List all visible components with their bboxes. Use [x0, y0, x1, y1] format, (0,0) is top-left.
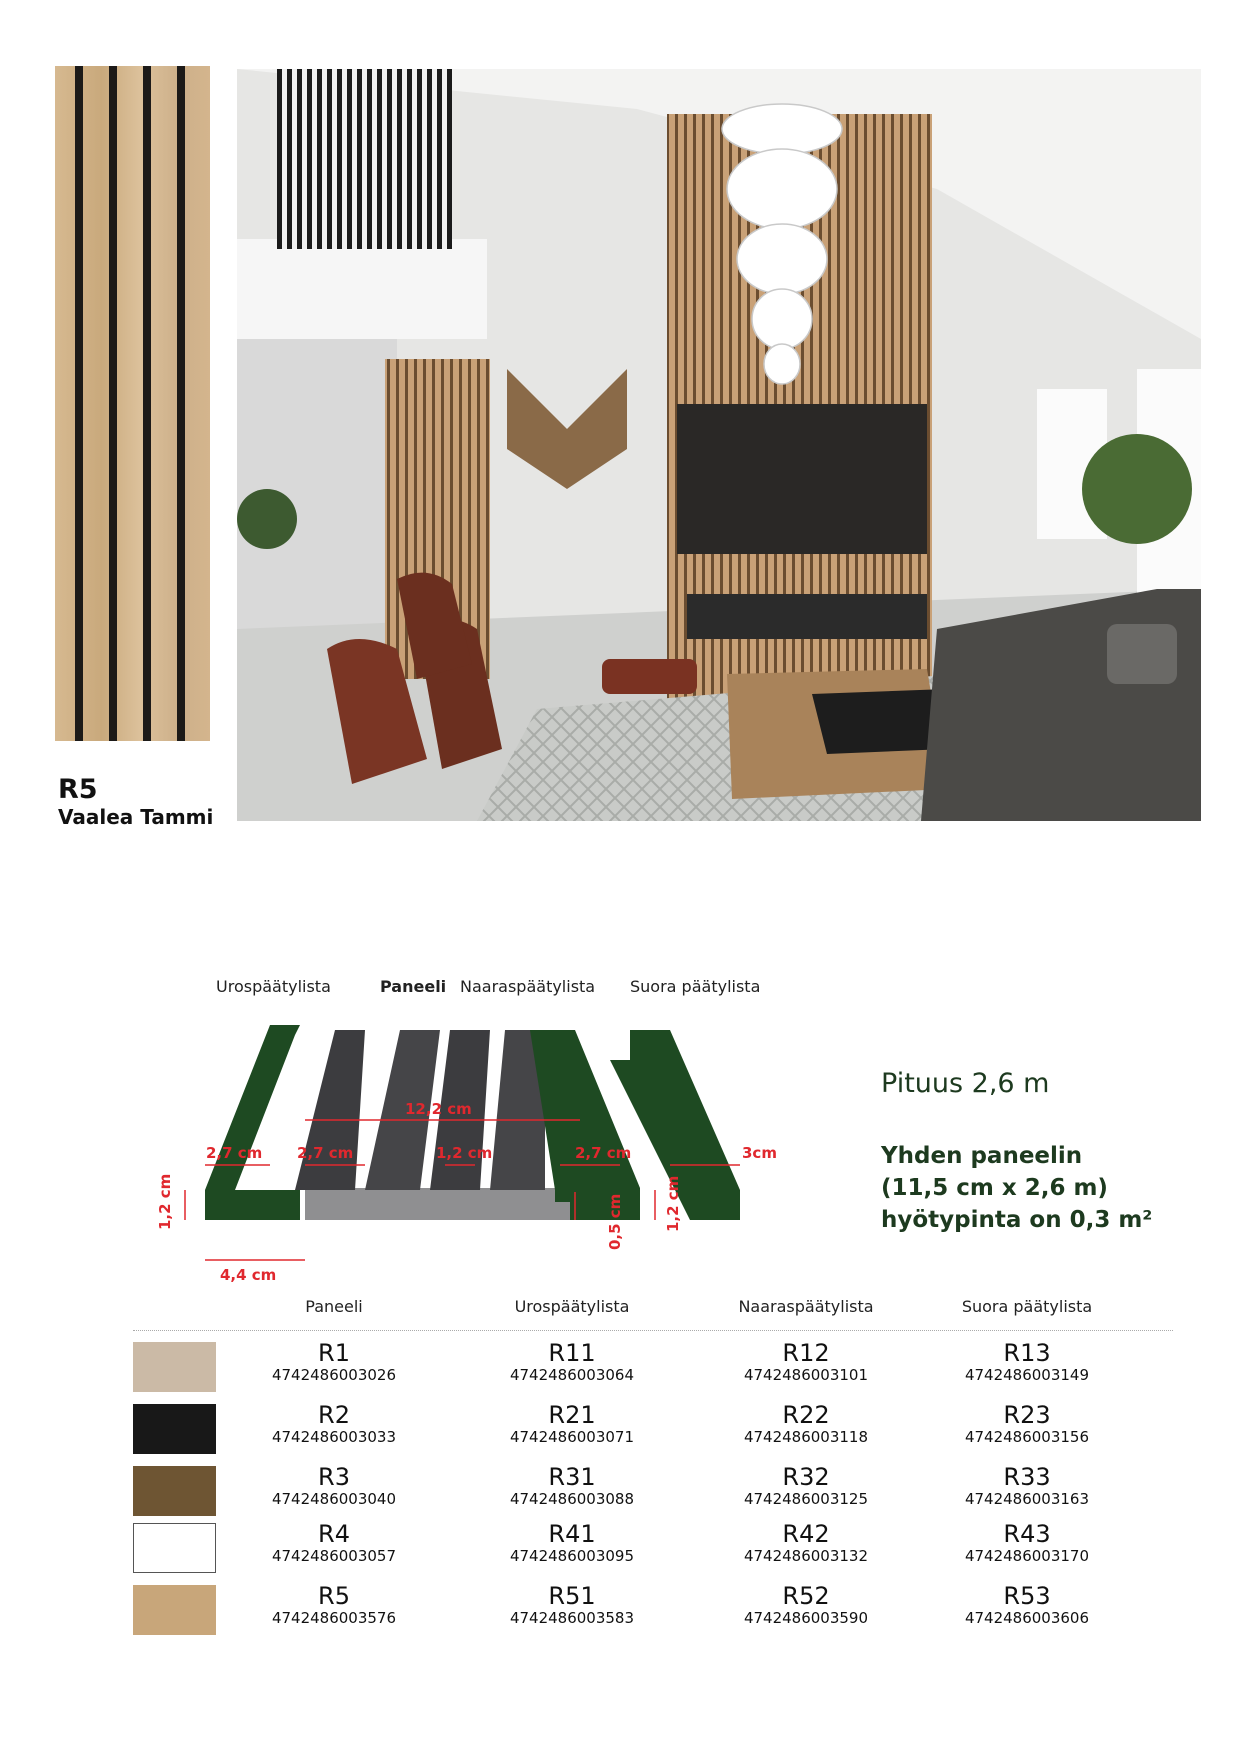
product-cell: [224, 1402, 444, 1446]
part-label-panel: Paneeli: [380, 977, 447, 996]
product-code-cell: R3: [318, 1463, 350, 1491]
male-end-piece: [205, 1025, 300, 1220]
product-code-cell: R51: [548, 1582, 596, 1610]
col-header-male-end: Urospäätylista: [514, 1297, 630, 1316]
ean-code: 4742486003088: [509, 1490, 635, 1508]
product-cell: [917, 1583, 1137, 1627]
product-code-cell: R4: [318, 1520, 350, 1548]
product-code-cell: R11: [548, 1339, 596, 1367]
dim-slat-left: 2,7 cm: [206, 1144, 263, 1162]
panel-diagram: [150, 970, 1110, 1290]
color-swatch: [133, 1404, 216, 1454]
dim-end-height: 1,2 cm: [664, 1175, 682, 1232]
dim-base: 4,4 cm: [220, 1266, 277, 1284]
product-code-cell: R33: [1003, 1463, 1051, 1491]
ean-code: 4742486003118: [743, 1428, 869, 1446]
product-code: R5: [58, 774, 98, 805]
product-code-cell: R22: [782, 1401, 830, 1429]
product-code-cell: R12: [782, 1339, 830, 1367]
product-code-cell: R23: [1003, 1401, 1051, 1429]
product-swatch-image: [55, 66, 210, 741]
product-cell: [696, 1340, 916, 1384]
slat-gap: [109, 66, 117, 741]
product-cell: [462, 1464, 682, 1508]
ean-code: 4742486003101: [743, 1366, 869, 1384]
product-cell: [696, 1402, 916, 1446]
ean-code: 4742486003606: [964, 1609, 1090, 1627]
ean-code: 4742486003125: [743, 1490, 869, 1508]
product-cell: [917, 1521, 1137, 1565]
product-cell: [224, 1340, 444, 1384]
ean-code: 4742486003576: [271, 1609, 397, 1627]
product-code-cell: R42: [782, 1520, 830, 1548]
product-code-cell: R32: [782, 1463, 830, 1491]
ean-code: 4742486003040: [271, 1490, 397, 1508]
ean-code: 4742486003163: [964, 1490, 1090, 1508]
slat-gap: [177, 66, 185, 741]
ean-code: 4742486003057: [271, 1547, 397, 1565]
product-code-cell: R41: [548, 1520, 596, 1548]
room-photo: [237, 69, 1201, 821]
part-label-straight-end: Suora päätylista: [630, 977, 761, 996]
ean-code: 4742486003590: [743, 1609, 869, 1627]
product-code-cell: R21: [548, 1401, 596, 1429]
ean-code: 4742486003583: [509, 1609, 635, 1627]
product-cell: [462, 1402, 682, 1446]
product-code-cell: R52: [782, 1582, 830, 1610]
color-swatch: [133, 1585, 216, 1635]
product-cell: [462, 1521, 682, 1565]
product-code-cell: R13: [1003, 1339, 1051, 1367]
col-header-straight-end: Suora päätylista: [961, 1297, 1093, 1316]
ean-code: 4742486003095: [509, 1547, 635, 1565]
ean-code: 4742486003071: [509, 1428, 635, 1446]
col-header-panel: Paneeli: [305, 1297, 363, 1316]
product-cell: [917, 1402, 1137, 1446]
spec-area: [881, 1140, 1152, 1236]
dim-end-width: 3cm: [742, 1144, 777, 1162]
ean-code: 4742486003156: [964, 1428, 1090, 1446]
product-code-cell: R2: [318, 1401, 350, 1429]
slat-gap: [143, 66, 151, 741]
product-cell: [224, 1521, 444, 1565]
dim-width-total: 12,2 cm: [405, 1100, 472, 1118]
product-cell: [696, 1521, 916, 1565]
ean-code: 4742486003149: [964, 1366, 1090, 1384]
product-cell: [462, 1340, 682, 1384]
spec-area-line2: (11,5 cm x 2,6 m): [881, 1175, 1108, 1201]
ean-code: 4742486003026: [271, 1366, 397, 1384]
slat-gap: [75, 66, 83, 741]
col-header-female-end: Naaraspäätylista: [738, 1297, 874, 1316]
product-cell: [224, 1464, 444, 1508]
product-cell: [917, 1340, 1137, 1384]
product-cell: [696, 1583, 916, 1627]
dim-gap: 1,2 cm: [436, 1144, 493, 1162]
dim-felt: 0,5 cm: [606, 1193, 624, 1250]
product-cell: [696, 1464, 916, 1508]
felt-base: [305, 1188, 590, 1220]
product-cell: [462, 1583, 682, 1627]
dim-slat-mid: 2,7 cm: [297, 1144, 354, 1162]
spec-area-line3: hyötypinta on 0,3 m²: [881, 1207, 1153, 1233]
part-label-male-end: Urospäätylista: [216, 977, 331, 996]
product-code-cell: R53: [1003, 1582, 1051, 1610]
spec-length: Pituus 2,6 m: [881, 1068, 1050, 1099]
color-swatch: [133, 1523, 216, 1573]
color-swatch: [133, 1342, 216, 1392]
spec-area-line1: Yhden paneelin: [881, 1143, 1083, 1169]
ean-code: 4742486003033: [271, 1428, 397, 1446]
product-cell: [917, 1464, 1137, 1508]
part-label-female-end: Naaraspäätylista: [460, 977, 596, 996]
table-divider: [133, 1330, 1173, 1331]
dim-height-left: 1,2 cm: [156, 1173, 174, 1230]
color-swatch: [133, 1466, 216, 1516]
panel-slat: [295, 1030, 365, 1190]
product-code-cell: R43: [1003, 1520, 1051, 1548]
product-code-cell: R31: [548, 1463, 596, 1491]
ean-code: 4742486003132: [743, 1547, 869, 1565]
ean-code: 4742486003170: [964, 1547, 1090, 1565]
ean-code: 4742486003064: [509, 1366, 635, 1384]
product-cell: [224, 1583, 444, 1627]
product-code-cell: R1: [318, 1339, 350, 1367]
product-name: Vaalea Tammi: [58, 805, 214, 829]
product-code-cell: R5: [318, 1582, 350, 1610]
dim-slat-right: 2,7 cm: [575, 1144, 632, 1162]
